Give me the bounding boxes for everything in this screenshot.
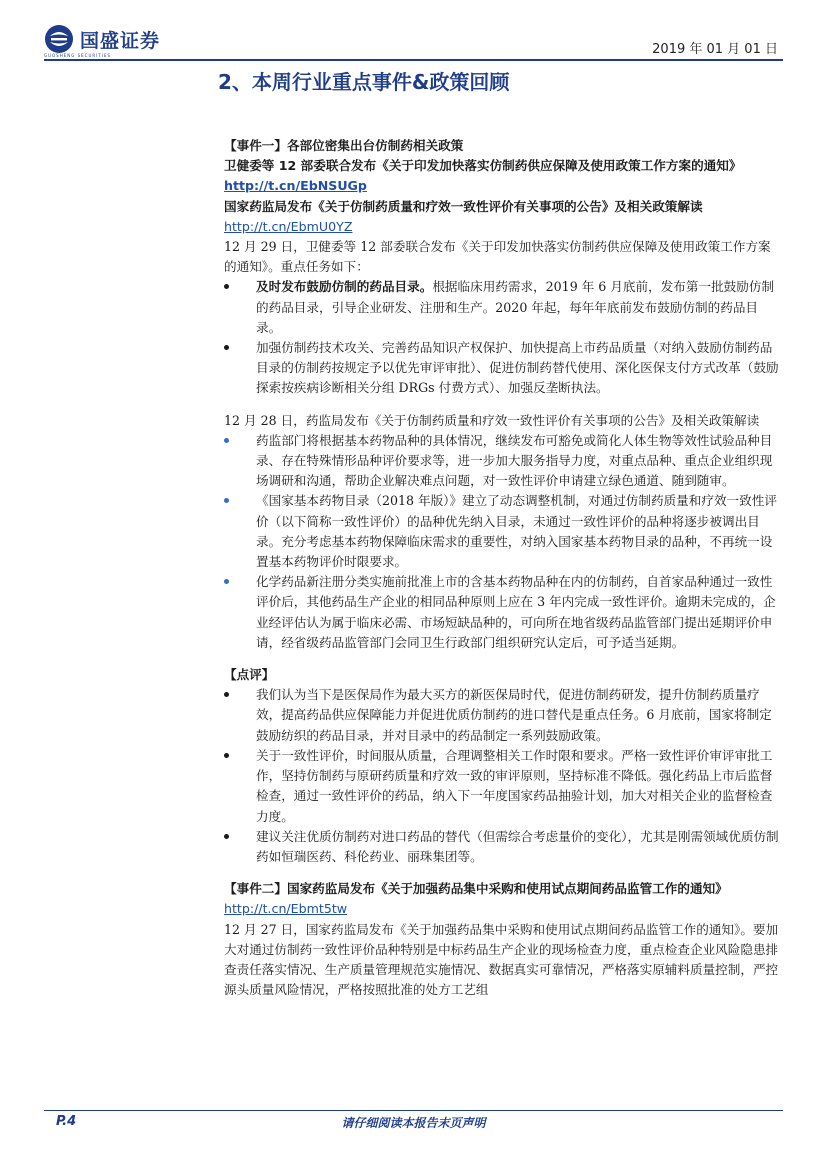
report-date: 2019 年 01 月 01 日 [652,42,778,57]
event1-title: 【事件一】各部位密集出台仿制药相关政策 [224,138,464,153]
bullet-text: 建议关注优质仿制药对进口药品的替代（但需综合考虑量价的变化），尤其是刚需领域优质仿制药如恒瑞医药、科伦药业、丽珠集团等。 [256,828,779,864]
list-item [224,685,782,746]
bullet-text: 化学药品新注册分类实施前批准上市的含基本药物品种在内的仿制药，自首家品种通过一致性评价后，其他药品生产企业的相同品种原则上应在 3 年内完成一致性评价。逾期未完成的，企业经评估认为属于临床必需、市场短缺品种的，可向所在地省级药品监管部门提出延期评价申请，经省级药品监管部门会同卫生行政部门组织研究认定后，可予适当延期。 [256,574,776,650]
event1-paragraph-2: 12 月 28 日，药监局发布《关于仿制药质量和疗效一致性评价有关事项的公告》及相关政策解读 [224,412,760,428]
event1-headline-1 [224,156,782,196]
comment-title: 【点评】 [224,667,275,683]
bullet-text: 根据临床用药需求，2019 年 6 月底前，发布第一批鼓励仿制的药品目录，引导企业研发、注册和生产。2020 年起，每年年底前发布鼓励仿制的药品目录。 [256,279,775,335]
main-content [224,136,782,1000]
bullet-icon [224,345,229,350]
bullet-icon [224,753,229,758]
page-header [0,0,827,62]
footer-disclaimer: 请仔细阅读本报告末页声明 [341,1116,486,1130]
list-item [224,827,782,867]
header-divider [44,59,783,61]
event2-link[interactable]: http://t.cn/Ebmt5tw [224,901,348,917]
bullet-text: 《国家基本药物目录（2018 年版）》建立了动态调整机制，对通过仿制药质量和疗效一致性评价（以下简称一致性评价）的品种优先纳入目录，未通过一致性评价的品种将逐步被调出目录。充分考虑基本药物保障临床需求的重要性，对纳入国家基本药物目录的品种，不再统一设置基本药物评价时限要求。 [256,493,777,570]
event2-title: 【事件二】国家药监局发布《关于加强药品集中采购和使用试点期间药品监管工作的通知》 [224,881,728,897]
bullet-icon [224,579,229,584]
bullet-icon [224,438,229,443]
logo-subtitle: GUOSHENG SECURITIES [44,53,112,58]
event1-paragraph-1: 12 月 29 日，卫健委等 12 部委联合发布《关于印发加快落实仿制药供应保障及使用政策工作方案的通知》。重点任务如下： [224,239,771,275]
logo-text: 国盛证券 [80,29,161,52]
company-logo [44,24,160,54]
list-item [224,572,782,653]
list-item [224,746,782,827]
event1-link-1[interactable]: http://t.cn/EbNSUGp [224,178,367,194]
bullet-icon [224,498,229,503]
footer-divider [44,1110,783,1111]
list-item [224,431,782,492]
bullet-icon [224,692,229,697]
event2-paragraph: 12 月 27 日，国家药监局发布《关于加强药品集中采购和使用试点期间药品监管工作的通知》。要加大对通过仿制药一致性评价品种特别是中标药品生产企业的现场检查力度，重点检查企业风险隐患排查责任落实情况、生产质量管理规范实施情况、数据真实可靠情况，严格落实原辅料质量控制，严控源头质量风险情况，严格按照批准的处方工艺组 [224,921,779,998]
bullet-text: 加强仿制药技术攻关、完善药品知识产权保护、加快提高上市药品质量（对纳入鼓励仿制药品目录的仿制药按规定予以优先审评审批）、促进仿制药替代使用、深化医保支付方式改革（鼓励探索按疾病诊断相关分组 DRGs 付费方式）、加强反垄断执法。 [256,340,779,396]
bullet-icon [224,284,229,289]
list-item [224,338,782,399]
bullet-text: 关于一致性评价，时间服从质量，合理调整相关工作时限和要求。严格一致性评价审评审批工作，坚持仿制药与原研药质量和疗效一致的审评原则，坚持标准不降低。强化药品上市后监督检查，通过一致性评价的药品，纳入下一年度国家药品抽验计划，加大对相关企业的监督检查力度。 [256,747,773,824]
bullet-icon [224,834,229,839]
event1-bullets-2 [224,431,782,653]
list-item [224,491,782,572]
section-title: 2、本周行业重点事件&政策回顾 [218,70,510,94]
comment-bullets [224,685,782,867]
bullet-text: 药监部门将根据基本药物品种的具体情况，继续发布可豁免或简化人体生物等效性试验品种目录、存在特殊情形品种评价要求等，进一步加大服务指导力度，对重点品种、重点企业组织现场调研和沟通，帮助企业解决难点问题，对一致性评价申请建立绿色通道、随到随审。 [256,432,773,489]
bullet-text: 我们认为当下是医保局作为最大买方的新医保局时代，促进仿制药研发，提升仿制药质量疗效，提高药品供应保障能力并促进优质仿制药的进口替代是重点任务。6 月底前，国家将制定鼓励纺织的药品目录，并对目录中的药品制定一系列鼓励政策。 [256,687,772,743]
list-item [224,277,782,338]
event1-bullets-1 [224,277,782,398]
event1-headline-2: 国家药监局发布《关于仿制药质量和疗效一致性评价有关事项的公告》及相关政策解读 [224,198,703,214]
logo-mark-icon [44,24,74,54]
bullet-bold-lead: 及时发布鼓励仿制的药品目录。 [256,279,433,295]
page-number: P.4 [56,1114,77,1129]
event1-headline-1-text: 卫健委等 12 部委联合发布《关于印发加快落实仿制药供应保障及使用政策工作方案的通知》 [224,158,742,174]
event1-link-2[interactable]: http://t.cn/EbmU0YZ [224,218,353,234]
